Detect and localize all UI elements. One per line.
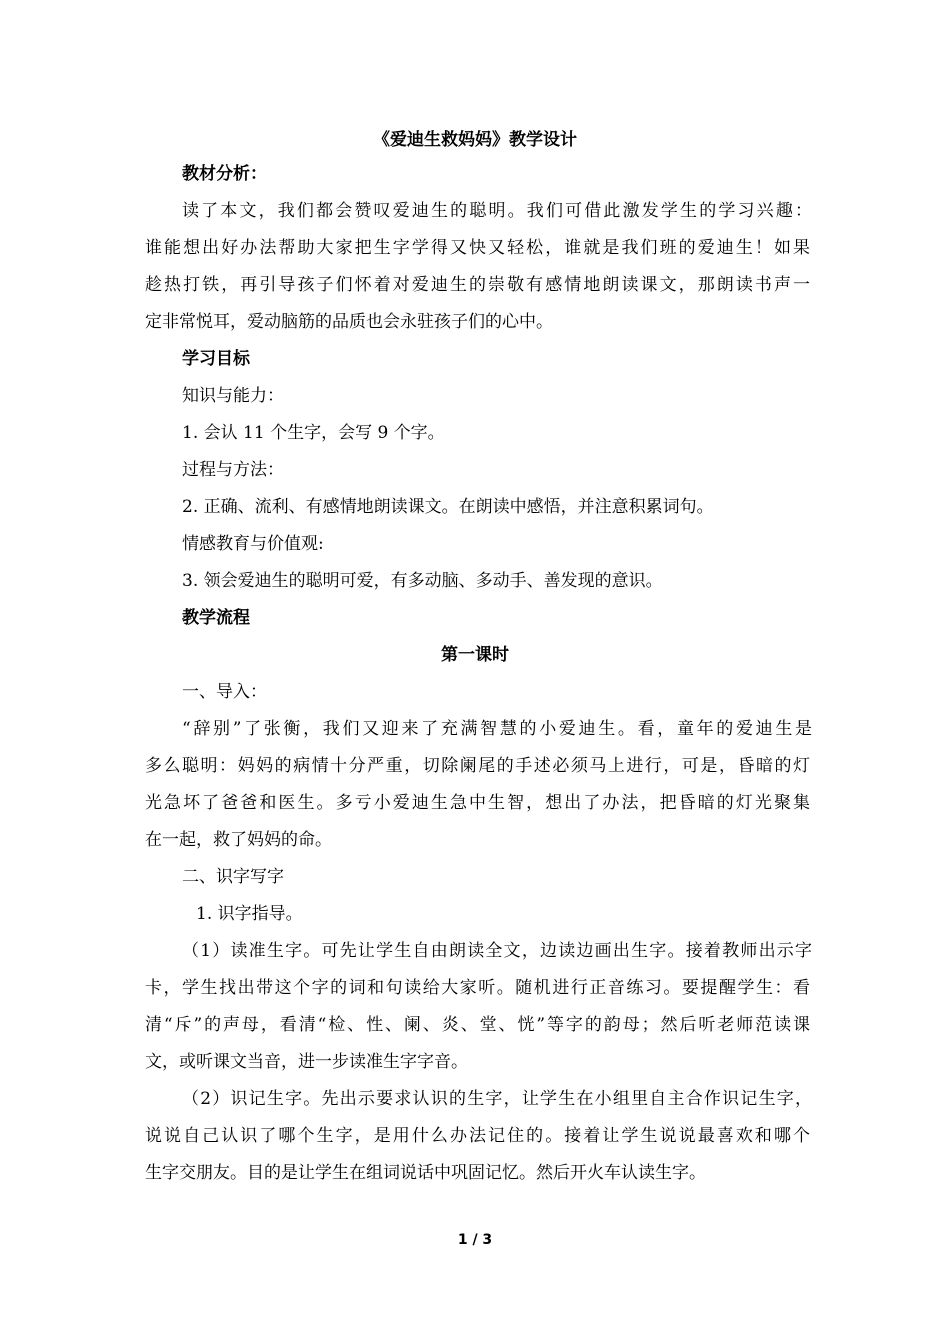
step1-line-1: （1）读准生字。可先让学生自由朗读全文，边读边画出生字。接着教师出示字	[182, 941, 812, 961]
process-heading: 教学流程	[182, 608, 250, 628]
goal3-label: 情感教育与价值观:	[182, 534, 324, 554]
page-indicator: 1 / 3	[457, 1232, 493, 1248]
intro-line-2: 多么聪明：妈妈的病情十分严重，切除阑尾的手述必须马上进行，可是，昏暗的灯	[145, 756, 810, 776]
step1-line-4: 文，或听课文当音，进一步读准生字字音。	[145, 1052, 468, 1072]
goal2-label: 过程与方法：	[182, 460, 284, 480]
step1-line-3: 清“斥”的声母，看清“检、性、阑、炎、堂、恍”等字的韵母；然后听老师范读课	[145, 1015, 810, 1035]
document-title: 《爱迪生救妈妈》教学设计	[373, 130, 577, 150]
step1-line-2: 卡，学生找出带这个字的词和句读给大家听。随机进行正音练习。要提醒学生：看	[145, 978, 810, 998]
goal1-text: 1. 会认 11 个生字，会写 9 个字。	[182, 423, 445, 443]
analysis-heading: 教材分析：	[182, 164, 267, 184]
goal2-text: 2. 正确、流利、有感情地朗读课文。在朗读中感悟，并注意积累词句。	[182, 497, 714, 517]
analysis-line-1: 读了本文，我们都会赞叹爱迪生的聪明。我们可借此激发学生的学习兴趣：	[182, 201, 812, 221]
goal1-label: 知识与能力：	[182, 386, 284, 406]
analysis-line-2: 谁能想出好办法帮助大家把生字学得又快又轻松，谁就是我们班的爱迪生！如果	[145, 238, 810, 258]
intro-heading: 一、导入：	[182, 682, 267, 702]
step2-line-2: 说说自己认识了哪个生字，是用什么办法记住的。接着让学生说说最喜欢和哪个	[145, 1126, 810, 1146]
goal3-text: 3. 领会爱迪生的聪明可爱，有多动脑、多动手、善发现的意识。	[182, 571, 663, 591]
step2-line-3: 生字交朋友。目的是让学生在组词说话中巩固记忆。然后开火车认读生字。	[145, 1163, 706, 1183]
step2-line-1: （2）识记生字。先出示要求认识的生字，让学生在小组里自主合作识记生字，	[182, 1089, 812, 1109]
lesson-heading: 第一课时	[441, 645, 509, 665]
intro-line-3: 光急坏了爸爸和医生。多亏小爱迪生急中生智，想出了办法，把昏暗的灯光聚集	[145, 793, 810, 813]
literacy-heading: 二、识字写字	[182, 867, 284, 887]
analysis-line-3: 趁热打铁，再引导孩子们怀着对爱迪生的崇敬有感情地朗读课文，那朗读书声一	[145, 275, 810, 295]
goals-heading: 学习目标	[182, 349, 250, 369]
intro-line-4: 在一起，救了妈妈的命。	[145, 830, 332, 850]
intro-line-1: “辞别”了张衡，我们又迎来了充满智慧的小爱迪生。看，童年的爱迪生是	[182, 719, 812, 739]
literacy-subheading: 1. 识字指导。	[196, 904, 303, 924]
analysis-line-4: 定非常悦耳，爱动脑筋的品质也会永驻孩子们的心中。	[145, 312, 553, 332]
